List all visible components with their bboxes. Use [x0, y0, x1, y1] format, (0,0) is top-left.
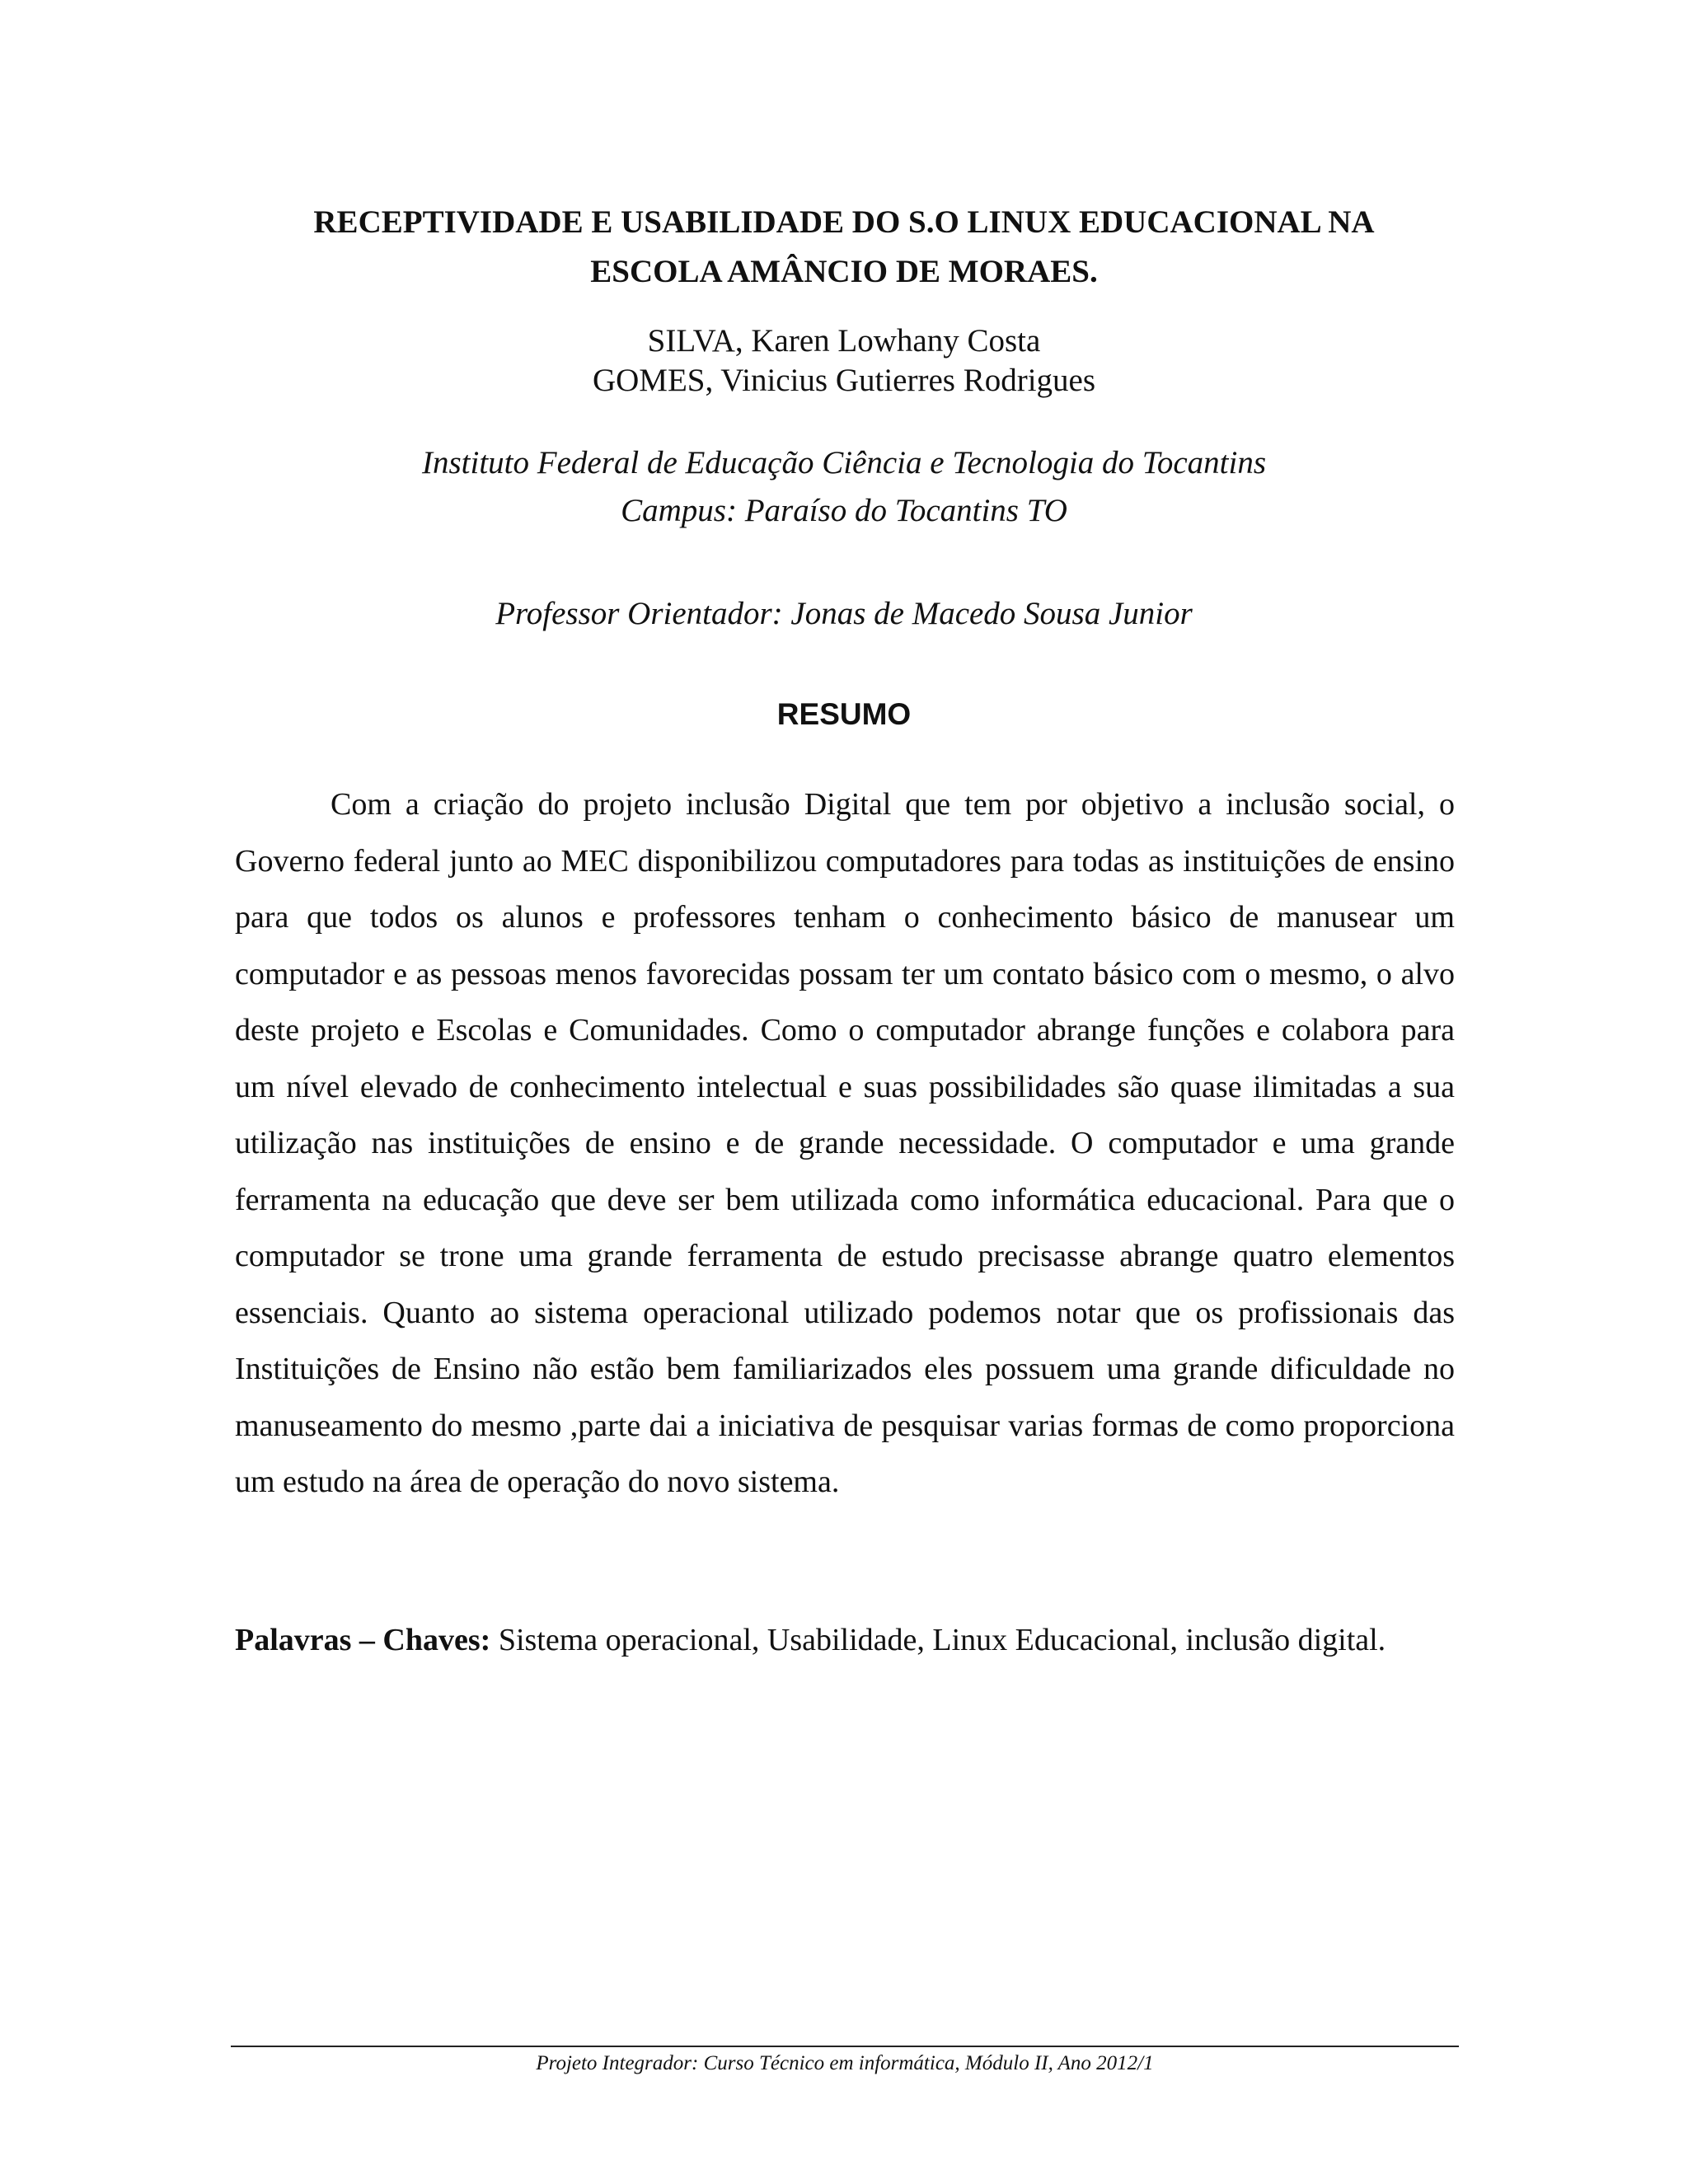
- abstract-heading: RESUMO: [776, 697, 912, 731]
- page-footer: Projeto Integrador: Curso Técnico em informática, Módulo II, Ano 2012/1: [536, 2052, 1154, 2074]
- paper-title: [165, 198, 1523, 297]
- institution-block: [165, 439, 1523, 535]
- keywords-text: Sistema operacional, Usabilidade, Linux Educacional, inclusão digital.: [498, 1623, 1386, 1657]
- institution-name: Instituto Federal de Educação Ciência e Tecnologia do Tocantins: [422, 445, 1266, 480]
- author-list: [165, 321, 1523, 401]
- advisor-line: Professor Orientador: Jonas de Macedo Sousa Junior: [495, 596, 1193, 631]
- abstract-paragraph: Com a criação do projeto inclusão Digital que tem por objetivo a inclusão social, o Governo federal junto ao MEC disponibilizou computadores para todas as instituições de ensino para que todos os alunos e professores tenham o conhecimento básico de manusear um computador e as pessoas menos favorecidas possam ter um contato básico com o mesmo, o alvo deste projeto e Escolas e Comunidades. Como o computador abrange funções e colabora para um nível elevado de conhecimento intelectual e suas possibilidades são quase ilimitadas a sua utilização nas instituições de ensino e de grande necessidade. O computador e uma grande ferramenta na educação que deve ser bem utilizada como informática educacional. Para que o computador se trone uma grande ferramenta de estudo precisasse abrange quatro elementos essenciais. Quanto ao sistema operacional utilizado podemos notar que os profissionais das Instituições de Ensino não estão bem familiarizados eles possuem uma grande dificuldade no manuseamento do mesmo ,parte dai a iniciativa de pesquisar varias formas de como proporciona um estudo na área de operação do novo sistema.: [235, 787, 1455, 1499]
- author-2: GOMES, Vinicius Gutierres Rodrigues: [592, 363, 1096, 398]
- title-line-2: ESCOLA AMÂNCIO DE MORAES.: [590, 254, 1098, 289]
- footer-divider: [231, 2046, 1459, 2047]
- author-1: SILVA, Karen Lowhany Costa: [647, 323, 1041, 359]
- keywords-line: [235, 1615, 1455, 1665]
- institution-campus: Campus: Paraíso do Tocantins TO: [621, 493, 1067, 528]
- title-line-1: RECEPTIVIDADE E USABILIDADE DO S.O LINUX EDUCACIONAL NA: [313, 204, 1375, 240]
- keywords-label: Palavras – Chaves:: [235, 1623, 491, 1657]
